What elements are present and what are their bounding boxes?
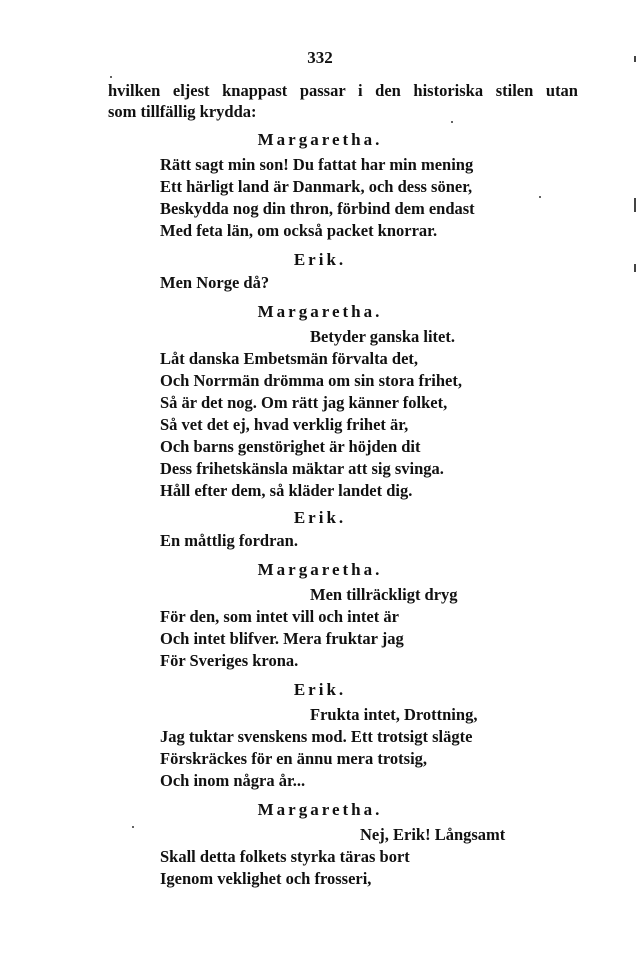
verse-continuation: Betyder ganska litet. xyxy=(310,327,455,346)
verse-line: Håll efter dem, så kläder landet dig. xyxy=(160,481,413,500)
verse-line: Låt danska Embetsmän förvalta det, xyxy=(160,349,419,368)
verse-line: För Sveriges krona. xyxy=(160,651,299,670)
page-number: 332 xyxy=(307,48,333,67)
speaker-name: Erik. xyxy=(293,250,347,269)
speaker-name: Margaretha. xyxy=(257,302,383,321)
verse-line: En måttlig fordran. xyxy=(160,531,298,550)
verse-line: Så vet det ej, hvad verklig frihet är, xyxy=(160,415,409,434)
verse-line: Med feta län, om också packet knorrar. xyxy=(160,221,438,240)
scan-speck xyxy=(132,826,134,828)
verse-line: Beskydda nog din thron, förbind dem endast xyxy=(160,199,475,218)
verse-line: Och Norrmän drömma om sin stora frihet, xyxy=(160,371,462,390)
verse-line: Och intet blifver. Mera fruktar jag xyxy=(160,629,404,648)
verse-line: Och barns genstörighet är höjden dit xyxy=(160,437,421,456)
verse-line: Men Norge då? xyxy=(160,273,270,292)
verse-line: Så är det nog. Om rätt jag känner folket, xyxy=(160,393,448,412)
edge-mark xyxy=(634,198,636,212)
intro-line: som tillfällig krydda: xyxy=(108,102,257,121)
verse-continuation: Frukta intet, Drottning, xyxy=(310,705,478,724)
verse-line: Igenom veklighet och frosseri, xyxy=(160,869,372,888)
speaker-name: Margaretha. xyxy=(257,560,383,579)
verse-line: Jag tuktar svenskens mod. Ett trotsigt slägte xyxy=(160,727,473,746)
edge-mark xyxy=(634,56,636,62)
intro-line: hvilken eljest knappast passar i den historiska stilen utan xyxy=(108,81,578,100)
verse-block xyxy=(160,530,600,552)
verse-line: Förskräckes för en ännu mera trotsig, xyxy=(160,749,428,768)
verse-line: Dess frihetskänsla mäktar att sig svinga. xyxy=(160,459,444,478)
verse-line: Skall detta folkets styrka täras bort xyxy=(160,847,410,866)
verse-block xyxy=(160,326,600,502)
verse-block xyxy=(160,154,600,242)
scan-speck xyxy=(110,76,112,78)
verse-continuation: Nej, Erik! Långsamt xyxy=(360,825,506,844)
scan-speck xyxy=(539,196,541,198)
speaker-name: Erik. xyxy=(293,508,347,527)
verse-continuation: Men tillräckligt dryg xyxy=(310,585,458,604)
verse-line: För den, som intet vill och intet är xyxy=(160,607,399,626)
speaker-name: Erik. xyxy=(293,680,347,699)
intro-paragraph xyxy=(108,80,578,122)
verse-block xyxy=(160,704,600,792)
verse-line: Rätt sagt min son! Du fattat har min mening xyxy=(160,155,474,174)
verse-block xyxy=(160,824,600,890)
verse-block xyxy=(160,272,600,294)
scan-speck xyxy=(451,121,453,123)
edge-mark xyxy=(634,264,636,272)
verse-line: Och inom några år... xyxy=(160,771,306,790)
speaker-name: Margaretha. xyxy=(257,130,383,149)
speaker-name: Margaretha. xyxy=(257,800,383,819)
verse-line: Ett härligt land är Danmark, och dess söner, xyxy=(160,177,473,196)
verse-block xyxy=(160,584,600,672)
